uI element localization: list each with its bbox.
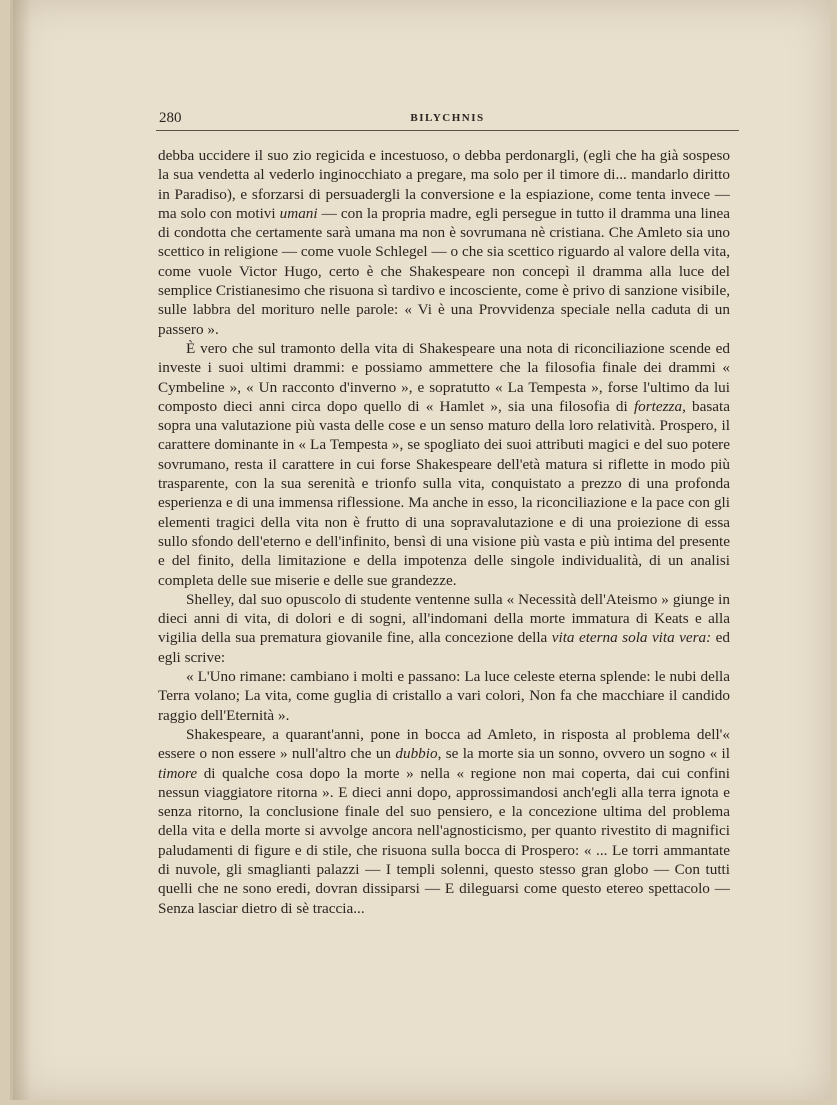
paragraph-5-text-c: di qualche cosa dopo la morte » nella « regione non mai coperta, dai cui confini nessun viaggiatore ritorna ». E dieci anni dopo, approssimandosi anch'egli alla terra ignota e senza ritorno, la conclusione finale del suo pensiero, e la concezione ultima del problema della vita e della morte si avvolge ancora nell'agnosticismo, per quanto rivestito di magnifici paludamenti di figure e di stile, che risuona sulla bocca di Prospero: « ... Le torri ammantate di nuvole, gli smaglianti palazzi — I templi solenni, questo stesso gran globo — Con tutti quelli che ne sono eredi, dovran dissiparsi — E dileguarsi come questo etereo spettacolo — Senza lasciar dietro di sè traccia...: [158, 764, 730, 917]
paragraph-5-italic-1: dubbio: [395, 745, 438, 763]
paragraph-1-italic-1: umani: [279, 204, 318, 222]
page-header: [156, 108, 739, 131]
paragraph-3-text-b: ed egli scrive:: [158, 629, 730, 666]
paragraph-2-italic-1: fortezza: [633, 397, 683, 415]
running-title: BILYCHNIS: [410, 112, 485, 124]
paragraph-3: [158, 590, 730, 667]
page-number: 280: [159, 110, 182, 126]
paragraph-2-text-a: È vero che sul tramonto della vita di Shakespeare una nota di riconciliazione scende ed investe i suoi ultimi drammi: e possiamo ammettere che la filosofia finale dei drammi « Cymbeline », « Un racconto d'inverno », e sopratutto « La Tempesta », forse l'ultimo da lui composto dieci anni circa dopo quello di « Hamlet », sia una filosofia di: [158, 339, 730, 415]
paragraph-2: [158, 339, 730, 590]
paragraph-5-text-a: Shakespeare, a quarant'anni, pone in bocca ad Amleto, in risposta al problema dell'« essere o non essere » null'altro che un: [158, 725, 730, 763]
paragraph-4-text-a: « L'Uno rimane: cambiano i molti e passano: La luce celeste eterna splende: le nubi della Terra volano; La vita, come guglia di cristallo a vari colori, Non fa che macchiare il candido raggio dell'Eternità ».: [158, 668, 730, 724]
paragraph-1: [158, 146, 730, 339]
paragraph-2-text-b: , basata sopra una valutazione più vasta delle cose e un senso maturo della loro relatività. Prospero, il carattere dominante in « La Tempesta », se spogliato dei suoi attributi magici e del suo potere sovrumano, resta il carattere in cui forse Shakespeare dell'età matura si riflette in modo più trasparente, con la sua serenità e trionfo sulla vita, conquistato a prezzo di una profonda esperienza e di una immensa riflessione. Ma anche in esso, la riconciliazione e la pace con gli elementi tragici della vita non è frutto di una sopravalutazione e di una proiezione di essa sullo sfondo dell'eterno e dell'infinito, bensì di una visione più vasta e più intima del presente e del finito, della limitazione e della impotenza delle singole individualità, di un analisi completa delle sue miserie e delle sue grandezze.: [158, 397, 730, 589]
paragraph-5-italic-2: timore: [158, 764, 198, 782]
paragraph-4-quote: [158, 667, 730, 725]
body-text: [158, 146, 730, 918]
paragraph-3-text-a: Shelley, dal suo opuscolo di studente ventenne sulla « Necessità dell'Ateismo » giunge in dieci anni di vita, di dolori e di sogni, all'indomani della morte immatura di Keats e alla vigilia della sua prematura giovanile fine, alla concezione della: [158, 590, 730, 647]
paragraph-1-text-b: — con la propria madre, egli persegue in tutto il dramma una linea di condotta che certamente sarà umana ma non è sovrumana nè cristiana. Che Amleto sia uno scettico in religione — come vuole Schlegel — o che sia scettico riguardo al valore della vita, come vuole Victor Hugo, certo è che Shakespeare non concepì il dramma alla luce del semplice Cristianesimo che risuona sì tardivo e incosciente, come è privo di sanzione visibile, sulle labbra del morituro nelle parole: « Vi è una Provvidenza speciale nella caduta di un passero ».: [158, 204, 730, 338]
paragraph-1-text-a: debba uccidere il suo zio regicida e incestuoso, o debba perdonargli, (egli che ha già sospeso la sua vendetta al vederlo inginocchiato a pregare, ma solo per il timore di... mandarlo diritto in Paradiso), e sforzarsi di persuadergli la conversione e la espiazione, come tenta invece — ma solo con motivi: [158, 147, 730, 222]
paragraph-5: [158, 725, 730, 918]
paragraph-5-text-b: , se la morte sia un sonno, ovvero un sogno « il: [437, 745, 730, 763]
paragraph-3-italic-1: vita eterna sola vita vera:: [551, 629, 712, 647]
